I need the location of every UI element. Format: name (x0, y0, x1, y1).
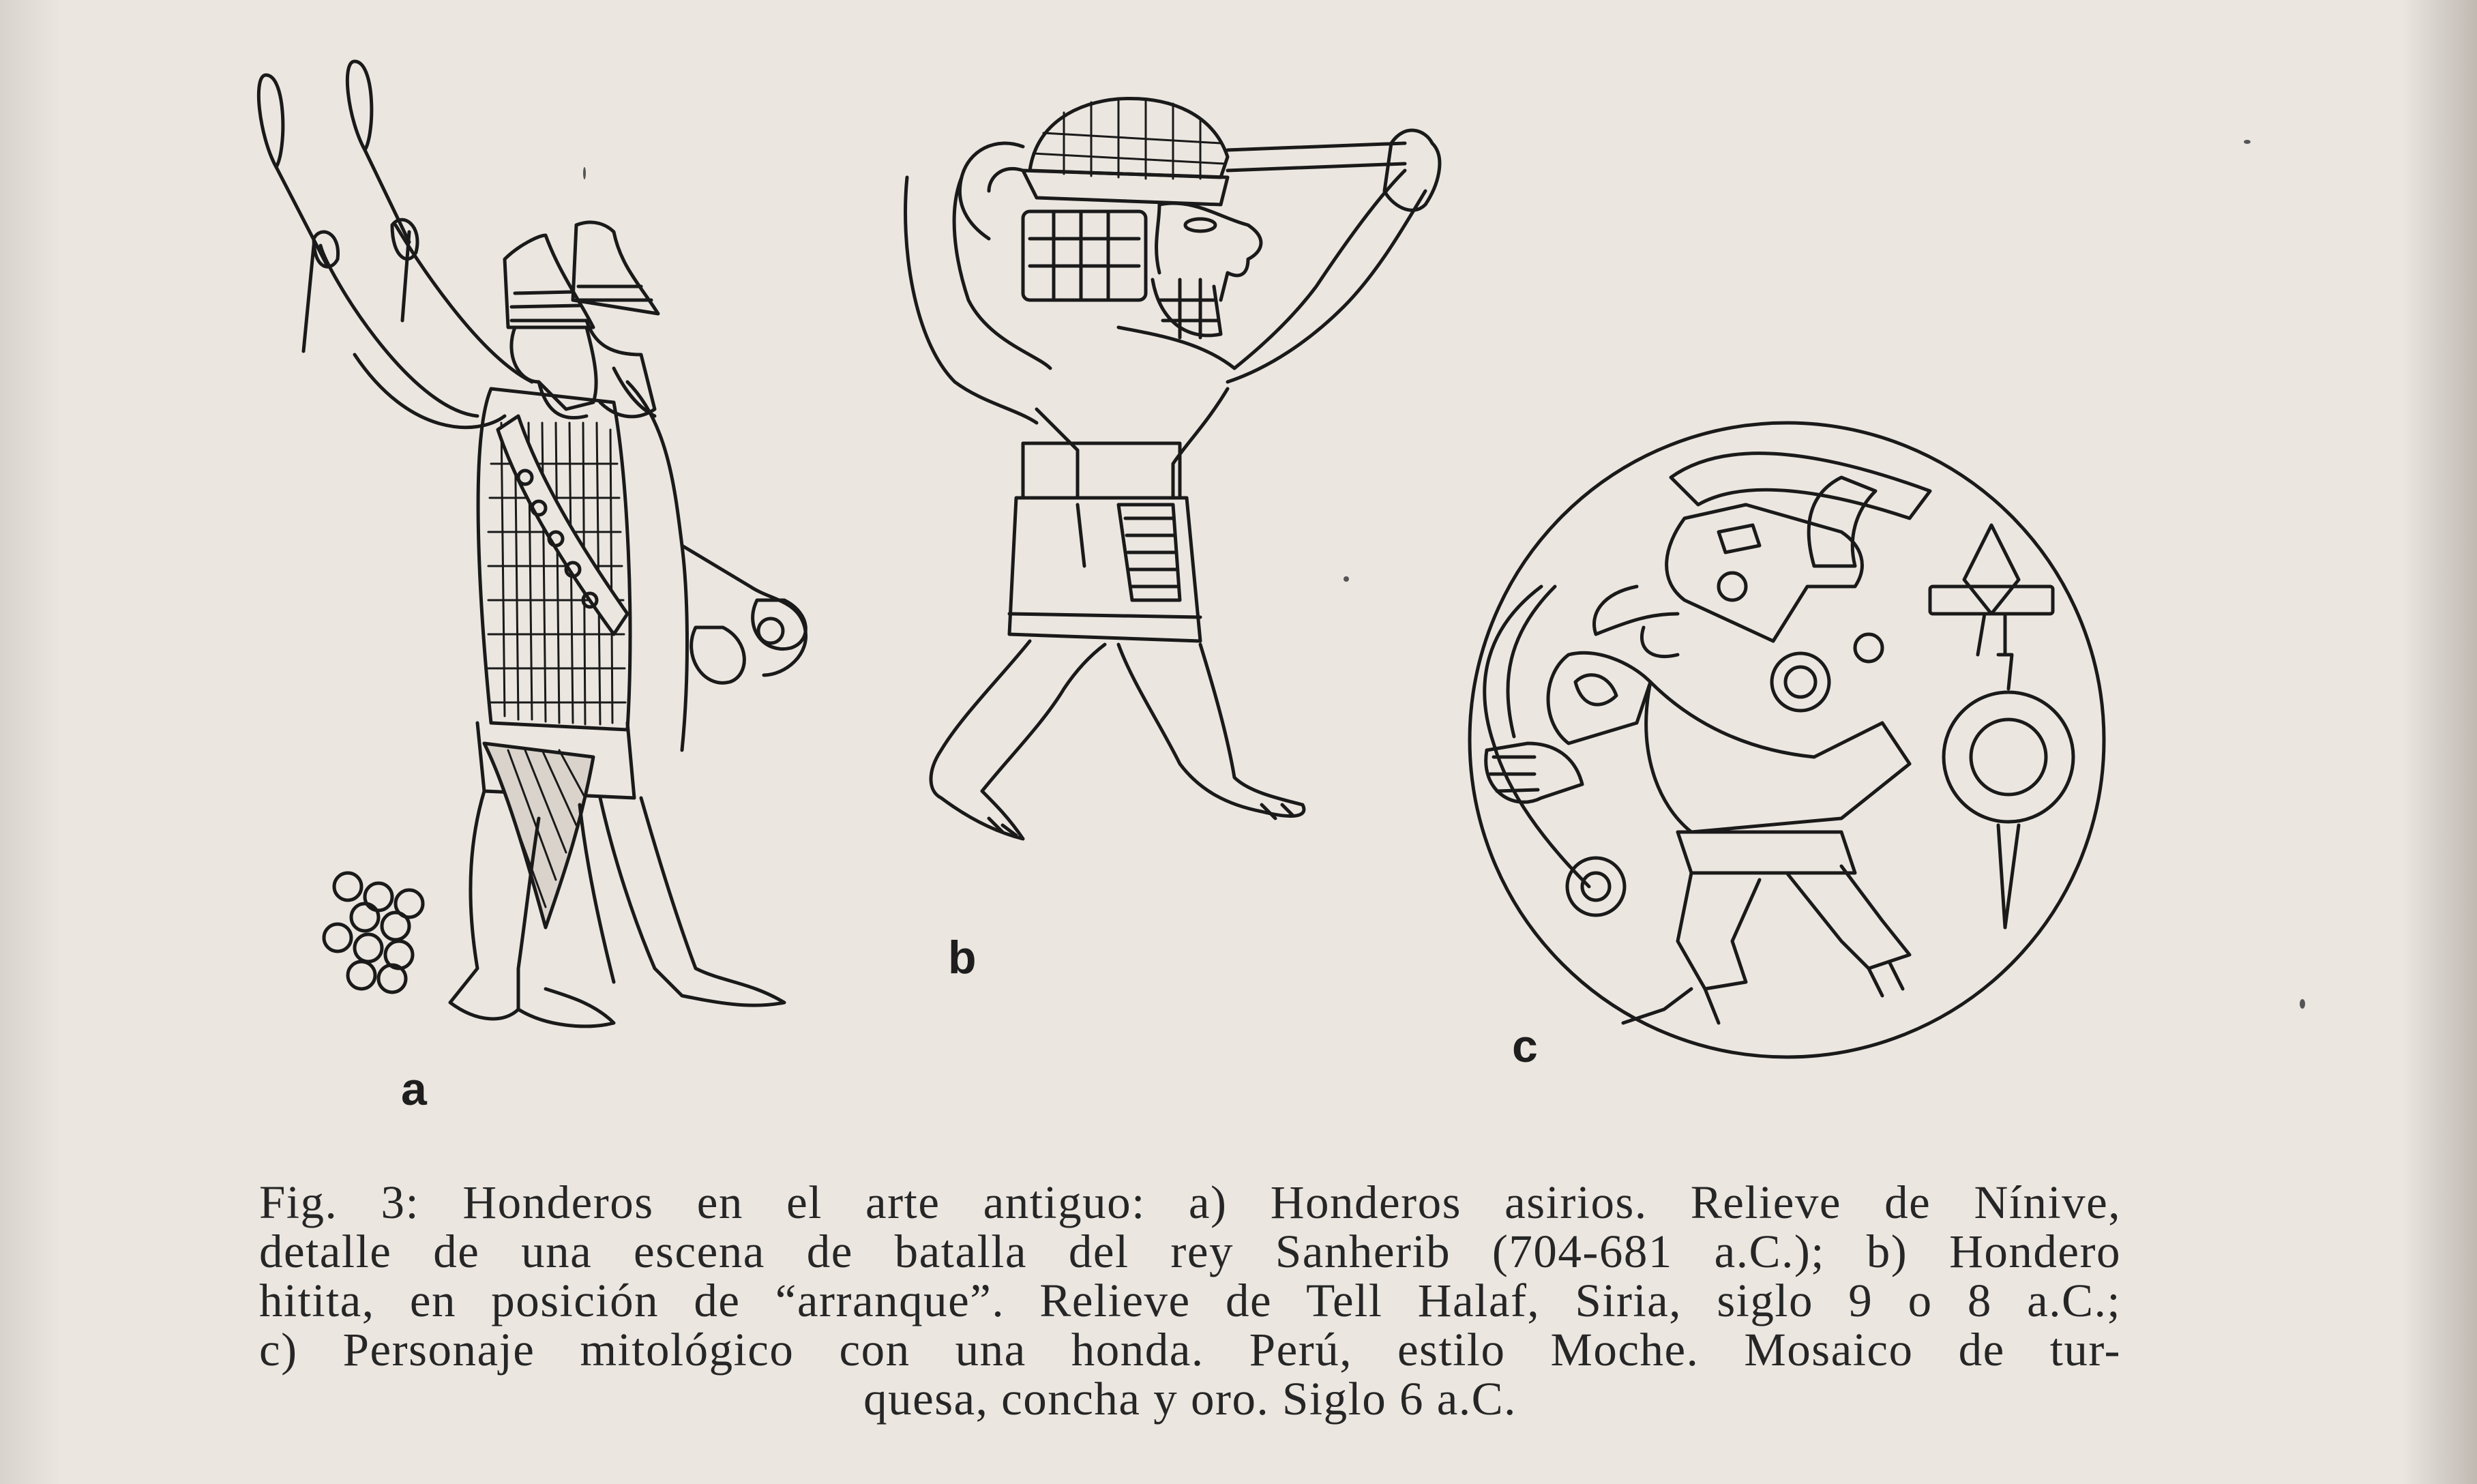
arm-raised-front (321, 246, 477, 416)
arm-left (960, 143, 1023, 239)
ear-ornament (1772, 653, 1829, 711)
helmet-front (505, 235, 593, 327)
left-leg (931, 641, 1105, 839)
fist-front (692, 627, 745, 683)
caption-line-3: hitita, en posición de “arranque”. Relieve de Tell Halaf, Siria, siglo 9 o 8 a.C.; (259, 1275, 2121, 1326)
panel-a-assyrian-slingers (258, 61, 805, 1026)
sling-strap (1228, 143, 1405, 170)
caption-line-1: Fig. 3: Honderos en el arte antiguo: a) Honderos asirios. Relieve de Nínive, (259, 1176, 2121, 1228)
sling-stones-pile (324, 873, 423, 992)
caption-line-5: quesa, concha y oro. Siglo 6 a.C. (863, 1373, 1517, 1425)
sling-right (347, 61, 409, 321)
belt-band (1678, 832, 1855, 873)
sling-left (258, 75, 327, 351)
sling-cord (1485, 587, 1589, 887)
caption-line-2: detalle de una escena de batalla del rey Sanherib (704-681 a.C.); b) Hondero (259, 1226, 2121, 1277)
figure-caption (259, 1178, 2121, 1423)
caption-line-4: c) Personaje mitológico con una honda. Perú, estilo Moche. Mosaico de tur- (259, 1324, 2121, 1376)
round-shield (1944, 692, 2073, 822)
left-leg (1678, 873, 1760, 989)
panel-c-moche-medallion (1470, 423, 2104, 1057)
panel-label-c: c (1512, 1020, 1538, 1072)
legs-back (600, 798, 784, 1005)
panel-b-hittite-slinger (906, 98, 1440, 839)
mythic-head (1667, 505, 1863, 641)
arm-right (1118, 170, 1405, 368)
mace-head (1964, 525, 2019, 614)
right-hand (1384, 130, 1440, 210)
headdress-crescent (1671, 454, 1930, 518)
face-profile (1159, 203, 1261, 300)
right-leg (1787, 866, 1910, 968)
panel-label-b: b (948, 932, 977, 983)
spear-tip (1998, 825, 2019, 928)
panel-label-a: a (401, 1063, 427, 1115)
right-leg (1118, 644, 1304, 816)
belt (1023, 443, 1180, 498)
